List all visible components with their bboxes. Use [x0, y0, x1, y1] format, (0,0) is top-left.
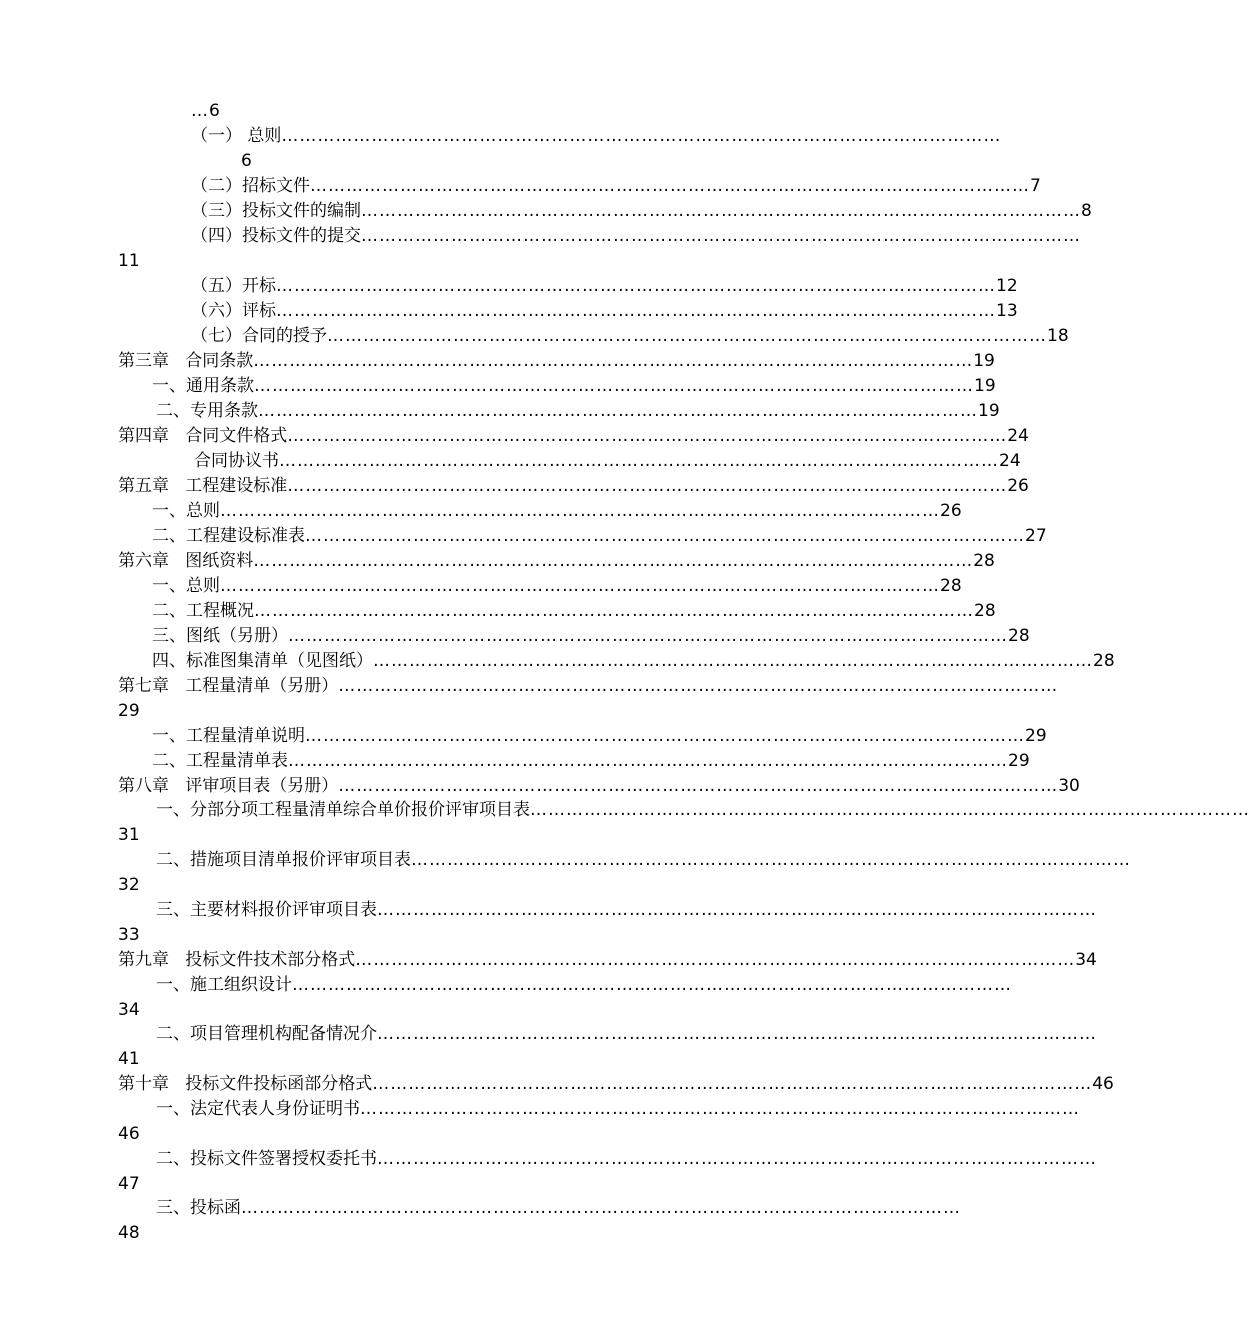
toc-line: [241, 149, 252, 173]
toc-line: [118, 998, 140, 1022]
dot-leader: …………………………………………………………………………………………………………: [287, 476, 1008, 496]
toc-line: [118, 923, 140, 947]
dot-leader: …………………………………………………………………………………………………………: [360, 1099, 1080, 1119]
toc-page-number: 27: [1025, 526, 1047, 546]
toc-label: 第九章 投标文件技术部分格式: [118, 950, 356, 970]
dot-leader: …………………………………………………………………………………………………………: [288, 626, 1008, 646]
toc-page-number: 29: [1025, 726, 1047, 746]
toc-line: [156, 798, 1250, 822]
toc-line: [156, 399, 1000, 423]
toc-page-number: 34: [118, 1000, 140, 1020]
toc-label: （七）合同的授予: [191, 326, 327, 346]
toc-page-number: 19: [973, 351, 995, 371]
dot-leader: …………………………………………………………………………………………………………: [310, 176, 1030, 196]
dot-leader: …………………………………………………………………………………………………………: [287, 426, 1008, 446]
toc-page-number: 48: [118, 1223, 140, 1243]
dot-leader: …………………………………………………………………………………………………………: [377, 900, 1097, 920]
toc-line: [156, 848, 1131, 872]
toc-label: 一、总则: [152, 501, 220, 521]
toc-page-number: 32: [118, 875, 140, 895]
toc-line: [152, 649, 1115, 673]
dot-leader: …………………………………………………………………………………………………………: [411, 850, 1131, 870]
toc-page-number: 12: [996, 276, 1018, 296]
toc-line: [152, 374, 996, 398]
toc-label: 二、工程建设标准表: [152, 526, 305, 546]
toc-label: 第六章 图纸资料: [118, 551, 254, 571]
toc-line: [191, 174, 1041, 198]
toc-line: [191, 299, 1018, 323]
toc-label: （六）评标: [191, 301, 276, 321]
toc-line: [152, 499, 962, 523]
toc-page-number: 29: [1008, 751, 1030, 771]
toc-line: [152, 724, 1047, 748]
dot-leader: …………………………………………………………………………………………………………: [372, 1074, 1093, 1094]
toc-line: [156, 973, 1012, 997]
toc-line: [191, 324, 1069, 348]
toc-page-number: 34: [1075, 950, 1097, 970]
dot-leader: …………………………………………………………………………………………………………: [305, 726, 1025, 746]
toc-page-number: 28: [973, 551, 995, 571]
dot-leader: …………………………………………………………………………………………………………: [279, 451, 999, 471]
toc-line: [191, 224, 1081, 248]
toc-page-number: 24: [999, 451, 1021, 471]
toc-line: [118, 249, 140, 273]
toc-line: [152, 749, 1030, 773]
toc-line: [191, 99, 220, 123]
toc-page-number: 46: [1092, 1074, 1114, 1094]
toc-line: [118, 549, 995, 573]
dot-leader: …………………………………………………………………………………………………………: [327, 326, 1047, 346]
toc-label: 四、标准图集清单（见图纸）: [152, 651, 373, 671]
toc-line: [118, 1072, 1114, 1096]
toc-label: 第八章 评审项目表（另册）: [118, 776, 339, 796]
toc-line: [118, 699, 140, 723]
toc-line: [152, 524, 1047, 548]
toc-line: [191, 124, 1002, 148]
dot-leader: …………………………………………………………………………………………………………: [338, 676, 1059, 696]
toc-line: [156, 1022, 1097, 1046]
toc-label: 二、工程量清单表: [152, 751, 288, 771]
toc-page-number: 28: [940, 576, 962, 596]
toc-page-number: 29: [118, 701, 140, 721]
toc-page-number: 28: [1008, 626, 1030, 646]
toc-line: [152, 624, 1030, 648]
toc-line: [118, 349, 995, 373]
toc-page-number: 19: [974, 376, 996, 396]
dot-leader: …: [191, 101, 209, 121]
toc-page-number: 6: [241, 151, 252, 171]
toc-label: 一、法定代表人身份证明书: [156, 1099, 360, 1119]
dot-leader: …………………………………………………………………………………………………………: [220, 576, 940, 596]
toc-page-number: 6: [209, 101, 220, 121]
dot-leader: …………………………………………………………………………………………………………: [254, 601, 974, 621]
toc-page-number: 7: [1030, 176, 1041, 196]
toc-label: 三、投标函: [156, 1198, 241, 1218]
toc-line: [118, 873, 140, 897]
dot-leader: …………………………………………………………………………………………………………: [338, 776, 1059, 796]
toc-line: [156, 898, 1097, 922]
toc-line: [191, 274, 1018, 298]
toc-label: 一、通用条款: [152, 376, 254, 396]
toc-page-number: 33: [118, 925, 140, 945]
toc-line: [118, 948, 1097, 972]
toc-page-number: 11: [118, 251, 140, 271]
toc-line: [156, 1097, 1080, 1121]
toc-line: [118, 1221, 140, 1245]
toc-label: （二）招标文件: [191, 176, 310, 196]
toc-line: [156, 1196, 961, 1220]
toc-line: [194, 449, 1021, 473]
dot-leader: …………………………………………………………………………………………………………: [377, 1024, 1097, 1044]
dot-leader: …………………………………………………………………………………………………………: [361, 226, 1081, 246]
dot-leader: …………………………………………………………………………………………………………: [355, 950, 1076, 970]
toc-page-number: 31: [118, 825, 140, 845]
toc-label: （一） 总则: [191, 126, 282, 146]
toc-label: 第五章 工程建设标准: [118, 476, 288, 496]
dot-leader: …………………………………………………………………………………………………………: [258, 401, 978, 421]
toc-page-number: 41: [118, 1049, 140, 1069]
toc-line: [152, 599, 996, 623]
toc-page-number: 28: [1093, 651, 1115, 671]
toc-page-number: 8: [1081, 201, 1092, 221]
toc-page-number: 18: [1047, 326, 1069, 346]
toc-label: （四）投标文件的提交: [191, 226, 361, 246]
toc-label: 二、投标文件签署授权委托书: [156, 1149, 377, 1169]
dot-leader: …………………………………………………………………………………………………………: [276, 276, 996, 296]
toc-page-number: 46: [118, 1124, 140, 1144]
toc-label: 第四章 合同文件格式: [118, 426, 288, 446]
toc-label: 二、工程概况: [152, 601, 254, 621]
toc-page-number: 26: [1007, 476, 1029, 496]
toc-label: （三）投标文件的编制: [191, 201, 361, 221]
dot-leader: …………………………………………………………………………………………………………: [288, 751, 1008, 771]
toc-line: [118, 1122, 140, 1146]
dot-leader: …………………………………………………………………………………………………………: [276, 301, 996, 321]
toc-page-number: 24: [1007, 426, 1029, 446]
toc-label: 一、总则: [152, 576, 220, 596]
toc-label: 第十章 投标文件投标函部分格式: [118, 1074, 373, 1094]
toc-page-number: 19: [978, 401, 1000, 421]
toc-label: 三、图纸（另册）: [152, 626, 288, 646]
toc-label: 第三章 合同条款: [118, 351, 254, 371]
dot-leader: …………………………………………………………………………………………………………: [220, 501, 940, 521]
toc-label: 二、专用条款: [156, 401, 258, 421]
toc-label: 一、工程量清单说明: [152, 726, 305, 746]
dot-leader: …………………………………………………………………………………………………………: [254, 376, 974, 396]
toc-page-number: 13: [996, 301, 1018, 321]
toc-line: [118, 1047, 140, 1071]
toc-label: 第七章 工程量清单（另册）: [118, 676, 339, 696]
toc-line: [118, 774, 1080, 798]
dot-leader: …………………………………………………………………………………………………………: [281, 126, 1002, 146]
dot-leader: …………………………………………………………………………………………………………: [361, 201, 1081, 221]
toc-line: [118, 823, 140, 847]
toc-page-number: 28: [974, 601, 996, 621]
toc-line: [118, 674, 1059, 698]
dot-leader: …………………………………………………………………………………………………………: [253, 551, 974, 571]
toc-label: （五）开标: [191, 276, 276, 296]
toc-line: [118, 424, 1029, 448]
toc-page-number: 47: [118, 1174, 140, 1194]
dot-leader: …………………………………………………………………………………………………………: [373, 651, 1093, 671]
dot-leader: …………………………………………………………………………………………………………: [253, 351, 974, 371]
toc-label: 二、措施项目清单报价评审项目表: [156, 850, 411, 870]
toc-label: 二、项目管理机构配备情况介: [156, 1024, 377, 1044]
toc-line: [156, 1147, 1097, 1171]
dot-leader: …………………………………………………………………………………………………………: [305, 526, 1025, 546]
toc-page-number: 30: [1058, 776, 1080, 796]
toc-line: [191, 199, 1092, 223]
toc-page-number: 26: [940, 501, 962, 521]
dot-leader: …………………………………………………………………………………………………………: [377, 1149, 1097, 1169]
dot-leader: …………………………………………………………………………………………………………: [530, 800, 1250, 820]
dot-leader: …………………………………………………………………………………………………………: [241, 1198, 961, 1218]
toc-line: [152, 574, 962, 598]
toc-label: 一、施工组织设计: [156, 975, 292, 995]
toc-label: 一、分部分项工程量清单综合单价报价评审项目表: [156, 800, 530, 820]
toc-line: [118, 474, 1029, 498]
toc-label: 合同协议书: [194, 451, 279, 471]
toc-line: [118, 1172, 140, 1196]
toc-label: 三、主要材料报价评审项目表: [156, 900, 377, 920]
dot-leader: …………………………………………………………………………………………………………: [292, 975, 1012, 995]
